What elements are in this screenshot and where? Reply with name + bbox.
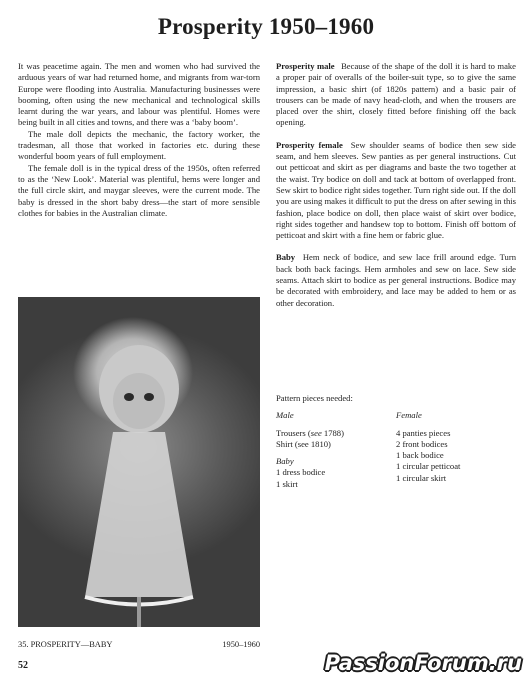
doll-eye-right <box>144 393 154 401</box>
baby-item: 1 dress bodice <box>276 467 326 478</box>
pattern-pieces-grid <box>276 410 516 490</box>
watermark-text: PassionForum.ru <box>324 651 522 675</box>
male-label: Male <box>276 410 294 421</box>
male-text: Because of the shape of the doll it is hard to make a proper pair of overalls of the boiler-suit type, so to give the same impression, a basic shirt (of 1820s pattern) and a basic pair of trousers can be made of navy head-cloth, and when the trousers are placed over the shirt, closely fitted before finishing off the back opening. <box>276 61 516 128</box>
male-doll-paragraph: The male doll depicts the mechanic, the factory worker, the tradesman, all those that worked in factories etc. during these wonderful boom years of full employment. <box>18 128 260 162</box>
shirt-item: Shirt (see 1810) <box>276 438 331 449</box>
female-label: Female <box>396 410 422 421</box>
pattern-pieces <box>276 393 516 490</box>
baby-item: 1 skirt <box>276 478 298 489</box>
baby-doll-photo <box>18 297 260 627</box>
male-heading: Prosperity male <box>276 61 335 71</box>
doll-stand <box>137 597 141 627</box>
pattern-column-female <box>396 410 516 490</box>
page-title: Prosperity 1950–1960 <box>157 14 375 39</box>
baby-text: Hem neck of bodice, and sew lace frill around edge. Turn back both back facings. Hem armholes and sew on lace. Sew side seams. Attach skirt to bodice as per general instructions. Bodice may be decorated with embroidery, and lace may be added to hem or as other decoration. <box>276 252 516 308</box>
doll-face <box>113 373 165 429</box>
female-item: 1 back bodice <box>396 450 444 461</box>
doll-eye-left <box>124 393 134 401</box>
baby-instructions <box>276 252 516 308</box>
baby-label: Baby <box>276 456 294 467</box>
pattern-pieces-heading: Pattern pieces needed: <box>276 393 353 403</box>
female-instructions <box>276 140 516 242</box>
page-number: 52 <box>18 660 28 671</box>
photo-caption <box>18 640 260 649</box>
female-item: 4 panties pieces <box>396 427 451 438</box>
female-item: 1 circular skirt <box>396 472 447 483</box>
intro-column <box>18 61 260 219</box>
female-doll-paragraph: The female doll is in the typical dress of the 1950s, often referred to as the ‘New Look’. Material was plentiful, hems were longer and the full circle skirt, and maygar sleeves, were the current mode. The baby is dressed in the short baby dress—the start of more sensible clothes for babies in the Australian climate. <box>18 162 260 218</box>
female-heading: Prosperity female <box>276 139 343 150</box>
pattern-column-male-baby <box>276 410 396 490</box>
female-item: 2 front bodices <box>396 438 448 449</box>
intro-paragraph: It was peacetime again. The men and women who had survived the arduous years of war had returned home, and migrants from war-torn Europe were flooding into Australia. Manufacturing businesses were booming, often using the new mechanical and technological skills learnt during the war years, and labour was plentiful. Homes were being built in all cities and towns, and there was a ‘baby boom’. <box>18 61 260 128</box>
instructions-column <box>276 61 516 320</box>
baby-heading: Baby <box>276 252 296 263</box>
female-text: Sew shoulder seams of bodice then sew side seam, and hem sleeves. Sew panties as per general instructions. Cut out petticoat and skirt as per diagrams and baste the two together at the waist. Try bodice on doll and tack at bottom of overlapped front. Sew skirt to bodice right sides together. Turn right side out. If the doll you are using makes it difficult to put the dress on after sewing in this fashion, place bodice on doll, then place waist of skirt over bodice, right sides together and handsew top to bottom. Finish off bottom of petticoat and skirt with a fine hem or fabric glue. <box>276 139 516 241</box>
female-item: 1 circular petticoat <box>396 461 461 472</box>
doll-dress <box>85 432 193 597</box>
baby-doll-illustration <box>18 297 260 627</box>
trousers-item: Trousers (see 1788) <box>276 427 344 438</box>
caption-years: 1950–1960 <box>222 640 260 649</box>
male-instructions <box>276 61 516 129</box>
caption-label: 35. PROSPERITY—BABY <box>18 640 113 649</box>
